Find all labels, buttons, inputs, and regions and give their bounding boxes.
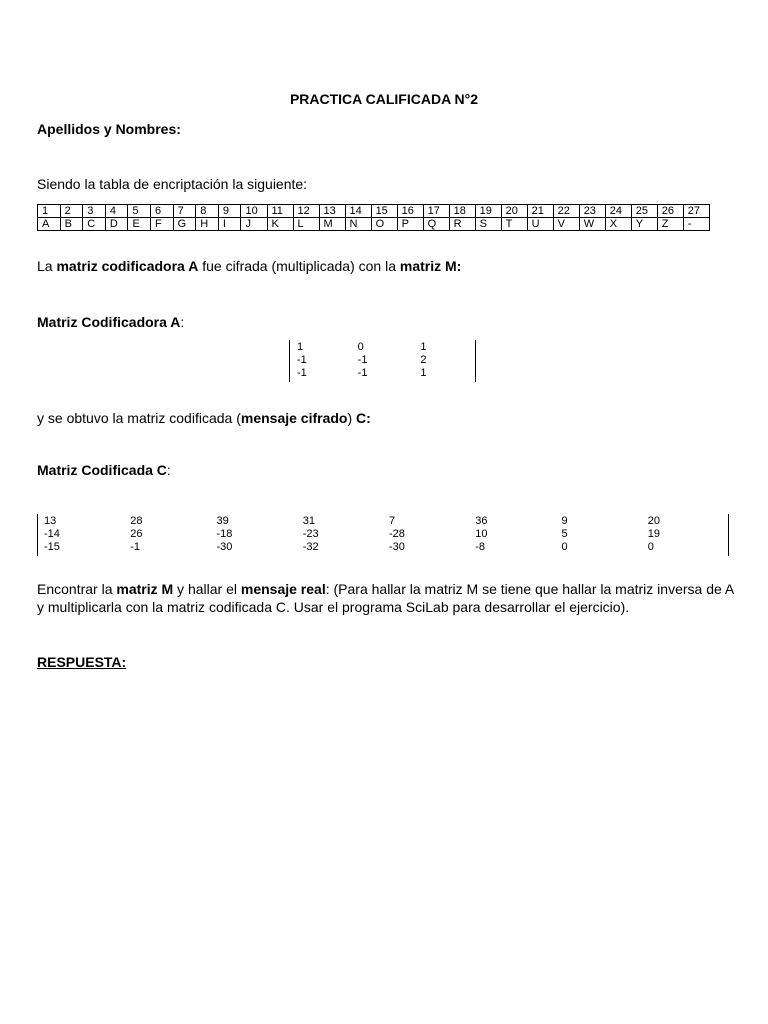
encryption-letter-cell: R	[449, 218, 475, 231]
encryption-number-cell: 4	[105, 205, 128, 218]
matrix-a-cell: -1	[297, 354, 307, 366]
instruction-text-part: y hallar el	[173, 581, 241, 597]
matrix-a-cell: 1	[420, 341, 427, 353]
encryption-letter-cell: O	[371, 218, 397, 231]
instruction-text	[37, 580, 737, 616]
matrix-c-cell: 9	[561, 515, 568, 527]
encryption-number-cell: 24	[605, 205, 631, 218]
statement-text: La	[37, 258, 57, 274]
matrix-c-cell: 36	[475, 515, 488, 527]
matrix-c-cell: 20	[647, 515, 660, 527]
encryption-number-cell: 9	[218, 205, 241, 218]
matrix-c-cell: 13	[44, 515, 57, 527]
matrix-a-cell: 0	[357, 341, 364, 353]
encryption-number-cell: 13	[319, 205, 345, 218]
matrix-a-cell: 1	[297, 341, 304, 353]
encryption-letter-cell: P	[397, 218, 423, 231]
instruction-text-part: : (Para hallar la matriz M se tiene que hallar la matriz inversa de A y multiplicarla con la matriz codificada C. Usar el programa SciLab para desarrollar el ejercicio).	[37, 581, 734, 615]
encryption-letter-cell: N	[345, 218, 371, 231]
encryption-letter-cell: X	[605, 218, 631, 231]
encryption-number-cell: 18	[449, 205, 475, 218]
encryption-letter-cell: L	[293, 218, 319, 231]
encryption-number-cell: 22	[553, 205, 579, 218]
matrix-c-cell: -30	[389, 541, 405, 553]
encryption-letter-cell: M	[319, 218, 345, 231]
encryption-letter-cell: H	[196, 218, 219, 231]
statement-coding-matrix	[37, 258, 461, 274]
encryption-number-cell: 7	[173, 205, 196, 218]
encryption-number-cell: 10	[241, 205, 267, 218]
matrix-c-cell: 7	[389, 515, 396, 527]
encryption-letter-cell: J	[241, 218, 267, 231]
matrix-c-cell: -32	[302, 541, 319, 553]
page-title: PRACTICA CALIFICADA N°2	[289, 91, 479, 107]
encryption-letter-cell: S	[475, 218, 501, 231]
encryption-number-cell: 17	[423, 205, 449, 218]
statement-text: )	[347, 410, 357, 426]
encryption-number-cell: 25	[631, 205, 657, 218]
encryption-letter-cell: T	[501, 218, 527, 231]
statement-text: y se obtuvo la matriz codificada (	[37, 410, 241, 426]
matrix-c-cell: 5	[561, 528, 568, 540]
encryption-number-cell: 19	[475, 205, 501, 218]
answer-label: RESPUESTA:	[37, 654, 127, 670]
encryption-number-cell: 15	[371, 205, 397, 218]
encryption-number-cell: 3	[83, 205, 106, 218]
encryption-number-cell: 14	[345, 205, 371, 218]
matrix-c-cell: 28	[130, 515, 143, 527]
matrix-c-label	[37, 462, 171, 478]
matrix-a-cell: -1	[297, 367, 307, 379]
matrix-c-label-colon: :	[166, 462, 171, 478]
matrix-a-label-bold: Matriz Codificadora A	[37, 314, 181, 330]
matrix-c-cell: -15	[44, 541, 60, 553]
matrix-c-cell: -23	[302, 528, 319, 540]
statement-text: fue cifrada (multiplicada) con la	[198, 258, 400, 274]
statement-bold: matriz M:	[399, 258, 462, 274]
encryption-number-cell: 16	[397, 205, 423, 218]
encryption-number-cell: 27	[683, 205, 709, 218]
encryption-letter-cell: C	[83, 218, 106, 231]
encryption-numbers-row	[38, 205, 710, 218]
instruction-bold: matriz M	[116, 581, 174, 597]
matrix-c-label-bold: Matriz Codificada C	[37, 462, 167, 478]
encryption-number-cell: 8	[196, 205, 219, 218]
matrix-a-row	[290, 354, 475, 367]
statement-bold: mensaje cifrado	[240, 410, 348, 426]
matrix-c-cell: 10	[475, 528, 488, 540]
matrix-c-cell: -14	[44, 528, 60, 540]
statement-bold: matriz codificadora A	[56, 258, 199, 274]
encryption-number-cell: 2	[60, 205, 83, 218]
encryption-letter-cell: E	[128, 218, 151, 231]
encryption-letter-cell: Y	[631, 218, 657, 231]
matrix-c-cell: 26	[130, 528, 143, 540]
encryption-letter-cell: G	[173, 218, 196, 231]
statement-coded-matrix	[37, 410, 371, 426]
instruction-text-part: Encontrar la	[37, 581, 117, 597]
matrix-c-cell: 39	[216, 515, 229, 527]
matrix-c-cell: -8	[475, 541, 486, 553]
matrix-a-cell: -1	[357, 354, 368, 366]
encryption-number-cell: 23	[579, 205, 605, 218]
matrix-a-cell: -1	[357, 367, 368, 379]
matrix-c-cell: -1	[130, 541, 141, 553]
encryption-letter-cell: D	[105, 218, 128, 231]
matrix-c	[37, 514, 729, 556]
encryption-number-cell: 6	[151, 205, 174, 218]
encryption-letter-cell: A	[38, 218, 61, 231]
matrix-c-row	[38, 541, 728, 554]
matrix-a	[289, 340, 476, 382]
encryption-letter-cell: F	[151, 218, 174, 231]
encryption-letter-cell: I	[218, 218, 241, 231]
matrix-a-label	[37, 314, 184, 330]
encryption-letter-cell: W	[579, 218, 605, 231]
encryption-letter-cell: -	[683, 218, 709, 231]
instruction-bold: mensaje real	[240, 581, 326, 597]
matrix-c-cell: -28	[389, 528, 405, 540]
encryption-letter-cell: U	[527, 218, 553, 231]
matrix-c-row	[38, 515, 728, 528]
encryption-table	[37, 204, 710, 231]
encryption-letter-cell: Q	[423, 218, 449, 231]
encryption-number-cell: 26	[657, 205, 683, 218]
encryption-number-cell: 12	[293, 205, 319, 218]
encryption-number-cell: 20	[501, 205, 527, 218]
statement-bold: C:	[356, 410, 371, 426]
intro-text: Siendo la tabla de encriptación la siguiente:	[37, 176, 308, 192]
matrix-c-cell: 0	[647, 541, 654, 553]
encryption-number-cell: 11	[267, 205, 293, 218]
encryption-letter-cell: B	[60, 218, 83, 231]
encryption-number-cell: 1	[38, 205, 61, 218]
matrix-a-label-colon: :	[180, 314, 185, 330]
encryption-letters-row	[38, 218, 710, 231]
name-label: Apellidos y Nombres:	[37, 121, 181, 137]
matrix-c-cell: -30	[216, 541, 233, 553]
matrix-a-row	[290, 341, 475, 354]
matrix-a-row	[290, 367, 475, 380]
encryption-number-cell: 5	[128, 205, 151, 218]
matrix-c-cell: 0	[561, 541, 568, 553]
encryption-number-cell: 21	[527, 205, 553, 218]
matrix-a-cell: 2	[420, 354, 427, 366]
matrix-c-cell: 19	[647, 528, 660, 540]
matrix-c-cell: 31	[302, 515, 315, 527]
encryption-letter-cell: Z	[657, 218, 683, 231]
matrix-c-cell: -18	[216, 528, 233, 540]
matrix-c-row	[38, 528, 728, 541]
encryption-letter-cell: V	[553, 218, 579, 231]
encryption-letter-cell: K	[267, 218, 293, 231]
matrix-a-cell: 1	[420, 367, 427, 379]
